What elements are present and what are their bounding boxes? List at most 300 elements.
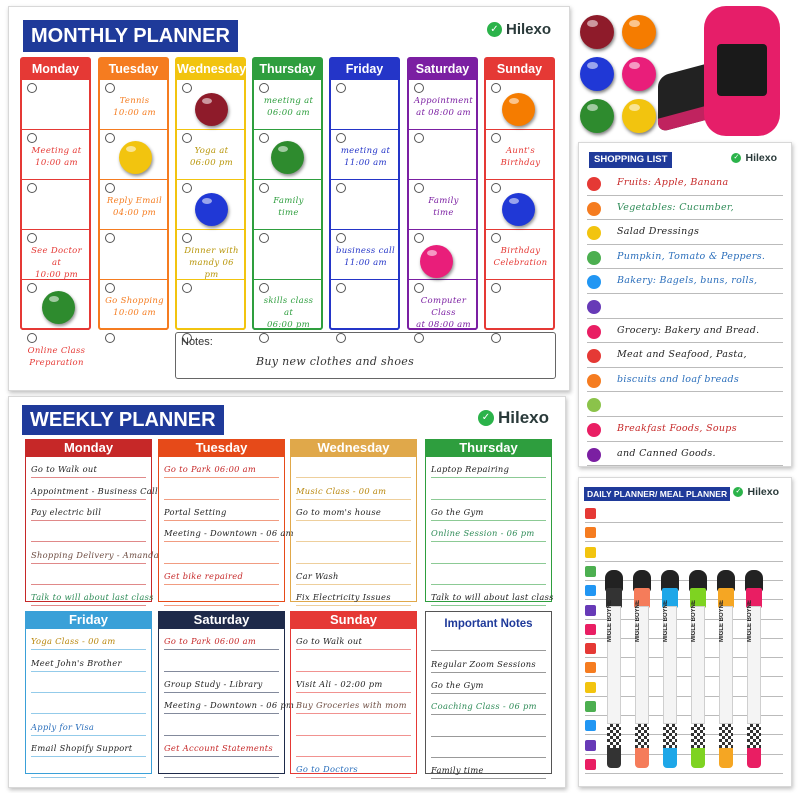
ruled-line — [164, 713, 279, 714]
ruled-line — [31, 735, 146, 736]
eraser-icon — [658, 6, 780, 138]
ruled-line — [431, 477, 546, 478]
date-ring — [259, 133, 269, 143]
monthly-date-cell — [331, 129, 398, 179]
date-ring — [27, 133, 37, 143]
color-dot — [587, 448, 601, 462]
notes-text: Buy new clothes and shoes — [256, 355, 415, 368]
weekly-day-body — [158, 457, 294, 602]
weekly-task: Get Account Statements — [164, 743, 273, 753]
date-ring — [182, 133, 192, 143]
shopping-item: biscuits and loaf breads — [617, 373, 740, 385]
marker-label: MIGLE BOYNE — [635, 600, 641, 643]
marker-pen — [660, 570, 680, 770]
cell-note: Family time — [273, 196, 304, 218]
date-ring — [182, 233, 192, 243]
date-ring — [105, 233, 115, 243]
ruled-line — [31, 477, 146, 478]
color-dot — [587, 251, 601, 265]
magnet-dot — [622, 99, 656, 133]
date-ring — [259, 283, 269, 293]
ruled-line — [296, 477, 411, 478]
monthly-date-cell — [100, 79, 167, 129]
date-ring — [491, 133, 501, 143]
marker-pen — [716, 570, 736, 770]
ruled-line — [296, 584, 411, 585]
marker-label: MIGLE BOYNE — [719, 600, 725, 643]
weekly-task: Music Class - 00 am — [296, 486, 387, 496]
ruled-line — [164, 541, 279, 542]
ruled-line — [31, 692, 146, 693]
weekly-day-body — [25, 457, 159, 602]
shopping-list-row — [587, 343, 783, 368]
ruled-line — [431, 650, 546, 651]
cell-note: Online Class Preparation — [27, 346, 86, 368]
cell-note: meeting at 06:00 am — [263, 96, 314, 118]
magnet-dot — [119, 141, 152, 174]
date-ring — [336, 83, 346, 93]
marker-pen — [688, 570, 708, 770]
marker-pattern — [719, 724, 733, 748]
ruled-line — [31, 671, 146, 672]
monthly-date-cell — [486, 129, 553, 179]
weekly-column-monday — [25, 439, 159, 602]
weekly-day-body — [290, 457, 417, 602]
weekly-task: Go to Walk out — [31, 464, 98, 474]
shopping-item: Meat and Seafood, Pasta, — [617, 349, 747, 361]
ruled-line — [164, 584, 279, 585]
weekly-day-header: Saturday — [158, 611, 285, 629]
color-square — [585, 720, 596, 731]
color-square — [585, 547, 596, 558]
magnet-dot — [580, 99, 614, 133]
weekly-day-header: Friday — [25, 611, 152, 629]
shopping-item: Salad Dressings — [617, 226, 700, 238]
marker-pattern — [691, 724, 705, 748]
daily-planner-title: DAILY PLANNER/ MEAL PLANNER — [584, 487, 730, 501]
check-icon: ✓ — [478, 410, 494, 426]
marker-tail — [663, 748, 677, 768]
monthly-date-cell — [409, 279, 476, 329]
marker-pattern — [747, 724, 761, 748]
weekly-brand-logo — [478, 408, 549, 428]
date-ring — [414, 183, 424, 193]
weekly-column-tuesday — [158, 439, 294, 602]
weekly-day-body — [25, 629, 152, 774]
monthly-day-header: Friday — [331, 59, 398, 79]
ruled-line — [431, 714, 546, 715]
monthly-date-cell — [22, 229, 89, 279]
ruled-line — [296, 499, 411, 500]
marker-tail — [691, 748, 705, 768]
date-ring — [491, 283, 501, 293]
cell-note: business call 11:00 am — [335, 246, 396, 268]
date-ring — [259, 183, 269, 193]
weekly-task: Online Session - 06 pm — [431, 528, 535, 538]
monthly-column-tuesday — [98, 57, 169, 330]
shopping-list-row — [587, 171, 783, 196]
date-ring — [414, 83, 424, 93]
color-dot — [587, 325, 601, 339]
important-notes-title: Important Notes — [444, 618, 533, 630]
ruled-line — [164, 756, 279, 757]
brand-name: Hilexo — [497, 408, 549, 427]
ruled-line — [431, 563, 546, 564]
date-ring — [105, 133, 115, 143]
color-square — [585, 624, 596, 635]
marker-tail — [635, 748, 649, 768]
weekly-task: Go to Doctors — [296, 764, 358, 774]
weekly-task: Buy Groceries with mom — [296, 700, 407, 710]
shopping-list-row — [587, 319, 783, 344]
shopping-list-row — [587, 442, 783, 467]
date-ring — [182, 183, 192, 193]
eraser-grip — [717, 44, 767, 96]
weekly-column-thursday — [425, 439, 552, 602]
monthly-date-cell — [22, 129, 89, 179]
color-square — [585, 585, 596, 596]
ruled-line — [431, 499, 546, 500]
weekly-task: Get bike repaired — [164, 571, 244, 581]
color-dot — [587, 349, 601, 363]
shopping-item: Pumpkin, Tomato & Peppers. — [617, 250, 766, 262]
monthly-brand-logo — [487, 21, 551, 38]
ruled-line — [296, 649, 411, 650]
ruled-line — [164, 692, 279, 693]
date-ring — [27, 283, 37, 293]
monthly-date-cell — [331, 279, 398, 329]
weekly-task: Pay electric bill — [31, 507, 102, 517]
cell-note: Computer Class at 08:00 am — [416, 296, 471, 330]
monthly-date-cell — [177, 129, 244, 179]
weekly-day-header: Wednesday — [290, 439, 417, 457]
shopping-list-title: SHOPPING LIST — [589, 152, 672, 168]
date-ring — [105, 183, 115, 193]
ruled-line — [31, 756, 146, 757]
ruled-line — [31, 649, 146, 650]
shopping-list-row — [587, 294, 783, 319]
weekly-task: Go to Park 06:00 am — [164, 464, 257, 474]
weekly-task: Visit Ali - 02:00 pm — [296, 679, 383, 689]
shopping-item: Grocery: Bakery and Bread. — [617, 324, 760, 336]
cell-note: skills class at 06:00 pm — [263, 296, 314, 330]
date-ring — [414, 283, 424, 293]
weekly-column-saturday — [158, 611, 295, 774]
date-ring — [491, 83, 501, 93]
ruled-line — [164, 671, 279, 672]
marker-pattern — [607, 724, 621, 748]
weekly-task: Group Study - Library — [164, 679, 263, 689]
date-ring — [182, 283, 192, 293]
notes-label: Notes: — [181, 336, 213, 348]
date-ring — [27, 83, 37, 93]
weekly-day-header: Sunday — [290, 611, 417, 629]
weekly-task: Go to Park 06:00 am — [164, 636, 257, 646]
shopping-list-board — [578, 142, 792, 467]
ruled-line — [31, 563, 146, 564]
cell-note: Yoga at 06:00 pm — [189, 146, 234, 168]
weekly-task: Meeting - Downtown - 06 am — [164, 528, 294, 538]
ruled-line — [296, 563, 411, 564]
cell-note: Birthday Celebration — [493, 246, 548, 268]
ruled-line — [431, 736, 546, 737]
color-dot — [587, 202, 601, 216]
monthly-day-header: Monday — [22, 59, 89, 79]
monthly-column-thursday — [252, 57, 323, 330]
monthly-date-cell — [331, 179, 398, 229]
weekly-day-header: Thursday — [425, 439, 552, 457]
ruled-line — [164, 563, 279, 564]
daily-brand-logo — [733, 486, 779, 498]
magnet-dot — [580, 57, 614, 91]
monthly-column-monday — [20, 57, 91, 368]
color-square — [585, 759, 596, 770]
date-ring — [182, 83, 192, 93]
weekly-day-body — [425, 457, 552, 602]
monthly-notes-box — [175, 332, 556, 379]
color-square — [585, 605, 596, 616]
monthly-day-header: Saturday — [409, 59, 476, 79]
magnet-dot — [195, 193, 228, 226]
weekly-task: Email Shopify Support — [31, 743, 133, 753]
magnet-dot — [271, 141, 304, 174]
shopping-list-row — [587, 196, 783, 221]
monthly-day-header: Thursday — [254, 59, 321, 79]
date-ring — [105, 83, 115, 93]
weekly-column-sunday — [290, 611, 417, 774]
ruled-line — [296, 605, 411, 606]
magnet-dot — [420, 245, 453, 278]
marker-pen — [744, 570, 764, 770]
shopping-item: Vegetables: Cucumber, — [617, 201, 734, 213]
weekly-day-body — [158, 629, 295, 774]
marker-label: MIGLE BOYNE — [663, 600, 669, 643]
daily-planner-row — [585, 523, 783, 542]
shopping-list-row — [587, 368, 783, 393]
marker-label: MIGLE BOYNE — [747, 600, 753, 643]
cell-note: Meeting at 10:00 am — [31, 146, 82, 168]
shopping-list-row — [587, 245, 783, 270]
monthly-date-cell — [177, 229, 244, 279]
check-icon: ✓ — [487, 22, 502, 37]
color-square — [585, 508, 596, 519]
date-ring — [105, 283, 115, 293]
shopping-list-row — [587, 392, 783, 417]
cell-note: Go Shopping 10:00 am — [105, 296, 164, 318]
ruled-line — [31, 541, 146, 542]
ruled-line — [431, 541, 546, 542]
ruled-line — [296, 520, 411, 521]
weekly-day-body — [290, 629, 417, 774]
marker-tail — [719, 748, 733, 768]
brand-name: Hilexo — [505, 21, 551, 38]
marker-pen — [632, 570, 652, 770]
monthly-day-header: Sunday — [486, 59, 553, 79]
ruled-line — [431, 757, 546, 758]
ruled-line — [31, 499, 146, 500]
shopping-item: Fruits: Apple, Banana — [617, 177, 729, 188]
color-square — [585, 566, 596, 577]
monthly-date-cell — [22, 79, 89, 129]
cell-note: Dinner with mandy 06 pm — [184, 246, 239, 280]
color-dot — [587, 177, 601, 191]
date-ring — [336, 133, 346, 143]
ruled-line — [296, 541, 411, 542]
ruled-line — [31, 777, 146, 778]
marker-label: MIGLE BOYNE — [607, 600, 613, 643]
weekly-task: Car Wash — [296, 571, 339, 581]
ruled-line — [164, 777, 279, 778]
ruled-line — [296, 735, 411, 736]
ruled-line — [31, 520, 146, 521]
shopping-item: Breakfast Foods, Soups — [617, 423, 737, 434]
monthly-date-cell — [486, 279, 553, 329]
weekly-task: Talk to will about last class — [431, 592, 554, 602]
date-ring — [414, 133, 424, 143]
monthly-date-cell — [331, 229, 398, 279]
marker-label: MIGLE BOYNE — [691, 600, 697, 643]
ruled-line — [431, 520, 546, 521]
monthly-date-cell — [100, 279, 167, 329]
important-note: Coaching Class - 06 pm — [431, 701, 537, 711]
ruled-line — [31, 605, 146, 606]
magnet-dot — [502, 193, 535, 226]
monthly-date-cell — [177, 279, 244, 329]
monthly-date-cell — [409, 79, 476, 129]
ruled-line — [164, 649, 279, 650]
magnet-dot — [42, 291, 75, 324]
ruled-line — [431, 605, 546, 606]
monthly-date-cell — [22, 179, 89, 229]
ruled-line — [164, 605, 279, 606]
monthly-date-cell — [409, 129, 476, 179]
weekly-task: Shopping Delivery - Amanda — [31, 550, 159, 560]
color-square — [585, 527, 596, 538]
eraser-handle — [704, 6, 780, 136]
daily-planner-row — [585, 543, 783, 562]
monthly-date-cell — [254, 229, 321, 279]
check-icon: ✓ — [733, 487, 743, 497]
weekly-task: Apply for Visa — [31, 722, 95, 732]
weekly-task: Fix Electricity Issues — [296, 592, 391, 602]
weekly-day-header: Tuesday — [158, 439, 285, 457]
weekly-task: Meet John's Brother — [31, 658, 122, 668]
cell-note: See Doctor at 10:00 pm — [31, 246, 82, 280]
shopping-list-row — [587, 269, 783, 294]
shopping-brand-logo — [731, 152, 777, 164]
weekly-task: Appointment - Business Call — [31, 486, 158, 496]
cell-note: Aunt's Birthday — [500, 146, 541, 168]
brand-name: Hilexo — [745, 152, 777, 164]
marker-pen — [604, 570, 624, 770]
monthly-date-cell — [409, 179, 476, 229]
date-ring — [336, 233, 346, 243]
ruled-line — [164, 520, 279, 521]
shopping-list-row — [587, 220, 783, 245]
date-ring — [259, 233, 269, 243]
ruled-line — [31, 584, 146, 585]
monthly-date-cell — [254, 279, 321, 329]
date-ring — [27, 233, 37, 243]
monthly-date-cell — [254, 79, 321, 129]
monthly-day-header: Wednesday — [177, 59, 244, 79]
monthly-date-cell — [486, 229, 553, 279]
color-square — [585, 740, 596, 751]
color-square — [585, 682, 596, 693]
color-dot — [587, 300, 601, 314]
color-dot — [587, 398, 601, 412]
weekly-task: Talk to will about last class — [31, 592, 154, 602]
weekly-task: Laptop Repairing — [431, 464, 510, 474]
ruled-line — [164, 735, 279, 736]
date-ring — [491, 183, 501, 193]
cell-note: Reply Email 04:00 pm — [106, 196, 163, 218]
monthly-day-header: Tuesday — [100, 59, 167, 79]
marker-pattern — [635, 724, 649, 748]
cell-note: Tennis 10:00 am — [113, 96, 156, 118]
important-note: Regular Zoom Sessions — [431, 659, 536, 669]
magnet-dot — [195, 93, 228, 126]
weekly-task: Portal Setting — [164, 507, 227, 517]
weekly-day-header: Monday — [25, 439, 152, 457]
magnet-dot — [622, 15, 656, 49]
color-square — [585, 662, 596, 673]
ruled-line — [431, 584, 546, 585]
color-square — [585, 643, 596, 654]
check-icon: ✓ — [731, 153, 741, 163]
daily-planner-row — [585, 504, 783, 523]
important-note: Go the Gym — [431, 680, 484, 690]
color-dot — [587, 226, 601, 240]
monthly-date-cell — [22, 329, 89, 379]
weekly-column-wednesday — [290, 439, 417, 602]
marker-pattern — [663, 724, 677, 748]
cell-note: Appointment at 08:00 am — [413, 96, 474, 118]
monthly-column-saturday — [407, 57, 478, 330]
important-note: Family time — [431, 765, 484, 775]
ruled-line — [296, 777, 411, 778]
date-ring — [27, 183, 37, 193]
shopping-item: and Canned Goods. — [617, 447, 716, 459]
color-dot — [587, 423, 601, 437]
ruled-line — [296, 756, 411, 757]
daily-planner-board — [578, 477, 792, 787]
magnet-dot — [580, 15, 614, 49]
date-ring — [491, 233, 501, 243]
weekly-task: Go the Gym — [431, 507, 484, 517]
marker-tail — [747, 748, 761, 768]
weekly-column-friday — [25, 611, 152, 774]
cell-note: meeting at 11:00 am — [340, 146, 391, 168]
weekly-planner-title: WEEKLY PLANNER — [22, 405, 224, 435]
magnet-dot — [622, 57, 656, 91]
monthly-column-friday — [329, 57, 400, 330]
ruled-line — [296, 671, 411, 672]
ruled-line — [431, 672, 546, 673]
monthly-planner-board — [8, 6, 570, 391]
shopping-item: Bakery: Bagels, buns, rolls, — [617, 275, 758, 287]
weekly-task: Go to Walk out — [296, 636, 363, 646]
color-dot — [587, 374, 601, 388]
weekly-task: Go to mom's house — [296, 507, 382, 517]
magnet-dot — [502, 93, 535, 126]
brand-name: Hilexo — [747, 486, 779, 498]
monthly-date-cell — [100, 229, 167, 279]
monthly-date-cell — [100, 179, 167, 229]
weekly-task: Yoga Class - 00 am — [31, 636, 116, 646]
ruled-line — [31, 713, 146, 714]
monthly-date-cell — [331, 79, 398, 129]
